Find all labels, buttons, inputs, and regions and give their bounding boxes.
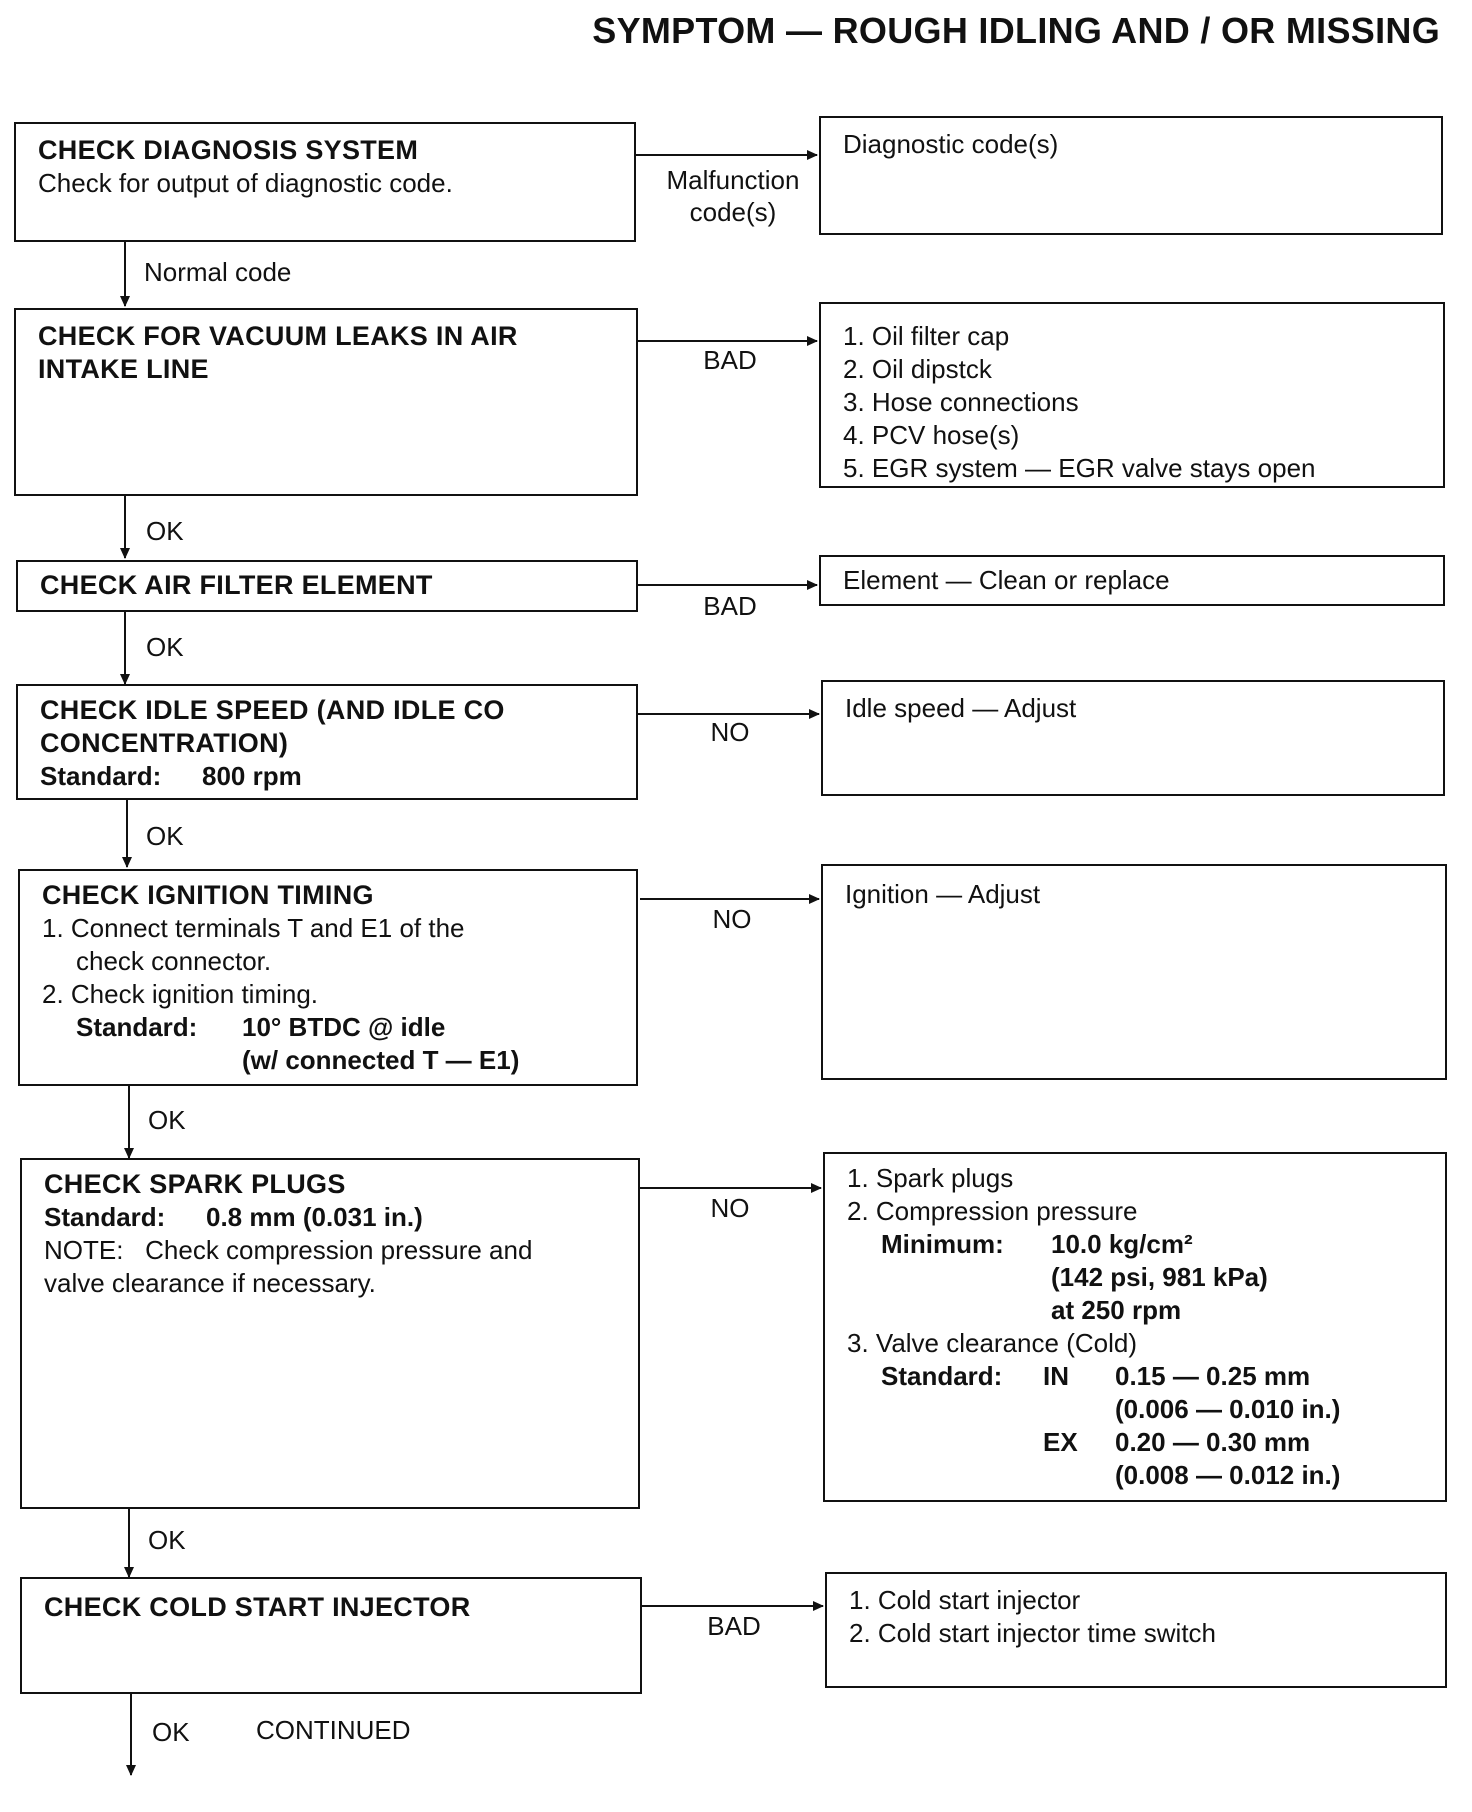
result-item: 1. Oil filter cap [843, 321, 1010, 351]
branch-label-no: NO [710, 1193, 750, 1223]
standard-row [40, 760, 614, 793]
result-item: 5. EGR system — EGR valve stays open [843, 453, 1316, 483]
standard-label: Standard: [40, 761, 162, 791]
result-cold-start-injector-parts [825, 1572, 1447, 1688]
minimum-value-line2: (142 psi, 981 kPa) [1051, 1262, 1268, 1292]
standard-label: Standard: [76, 1012, 198, 1042]
result-text: Idle speed — Adjust [845, 693, 1077, 723]
intake-value: 0.15 — 0.25 mm [1115, 1361, 1311, 1391]
step-heading: CHECK COLD START INJECTOR [44, 1592, 471, 1622]
step-heading: CHECK IGNITION TIMING [42, 880, 374, 910]
result-text: Ignition — Adjust [845, 879, 1041, 909]
flow-label-ok: OK [146, 821, 184, 851]
step-check-idle-speed [16, 684, 638, 800]
step-heading: CHECK DIAGNOSIS SYSTEM [38, 135, 419, 165]
result-item: 1. Spark plugs [847, 1163, 1014, 1193]
step-check-diagnosis-system [14, 122, 636, 242]
valve-ex-row [847, 1426, 1423, 1459]
step-heading: CHECK SPARK PLUGS [44, 1169, 346, 1199]
result-item: 2. Oil dipstck [843, 354, 992, 384]
exhaust-value: 0.20 — 0.30 mm [1115, 1427, 1311, 1457]
step-check-cold-start-injector [20, 1577, 642, 1694]
result-text: Diagnostic code(s) [843, 129, 1059, 159]
flow-label-ok: OK [146, 632, 184, 662]
step-check-ignition-timing [18, 869, 638, 1086]
result-idle-speed-adjust [821, 680, 1445, 796]
branch-label-malfunction [648, 164, 818, 228]
intake-value-line2: (0.006 — 0.010 in.) [1115, 1394, 1341, 1424]
standard-value: 800 rpm [202, 761, 302, 791]
result-item: 1. Cold start injector [849, 1585, 1081, 1615]
step-note: NOTE: Check compression pressure and [44, 1235, 533, 1265]
step-check-air-filter [16, 560, 638, 612]
step-check-spark-plugs [20, 1158, 640, 1509]
standard-row [42, 1011, 614, 1044]
malfunction-label-line2: code(s) [689, 197, 777, 227]
step-check-vacuum-leaks [14, 308, 638, 496]
step-item: 1. Connect terminals T and E1 of the [42, 913, 465, 943]
minimum-value-line3: at 250 rpm [1051, 1295, 1182, 1325]
result-spark-plug-checks [823, 1152, 1447, 1502]
branch-label-no: NO [712, 904, 752, 934]
branch-label-no: NO [710, 717, 750, 747]
step-heading-line2: CONCENTRATION) [40, 728, 289, 758]
step-item: check connector. [76, 946, 272, 976]
valve-in-row [847, 1360, 1423, 1393]
flow-label-ok: OK [152, 1717, 190, 1747]
result-vacuum-leak-points [819, 302, 1445, 488]
exhaust-value-line2: (0.008 — 0.012 in.) [1115, 1460, 1341, 1490]
step-heading-line1: CHECK FOR VACUUM LEAKS IN AIR [38, 321, 518, 351]
flow-label-ok: OK [148, 1525, 186, 1555]
step-heading: CHECK AIR FILTER ELEMENT [40, 570, 433, 600]
result-item: 4. PCV hose(s) [843, 420, 1020, 450]
standard-value: 10° BTDC @ idle [242, 1012, 446, 1042]
flow-label-ok: OK [148, 1105, 186, 1135]
step-heading-line1: CHECK IDLE SPEED (AND IDLE CO [40, 695, 505, 725]
standard-value: 0.8 mm (0.031 in.) [206, 1202, 423, 1232]
standard-label: Standard: [881, 1361, 1003, 1391]
standard-row [44, 1201, 616, 1234]
branch-label-bad: BAD [703, 591, 757, 621]
result-item: 3. Hose connections [843, 387, 1079, 417]
intake-label: IN [1043, 1361, 1069, 1391]
step-detail: Check for output of diagnostic code. [38, 168, 453, 198]
minimum-row [847, 1228, 1423, 1261]
standard-value-line2: (w/ connected T — E1) [242, 1045, 520, 1075]
branch-label-bad: BAD [707, 1611, 761, 1641]
exhaust-label: EX [1043, 1427, 1078, 1457]
flow-label-continued: CONTINUED [256, 1715, 411, 1745]
standard-label: Standard: [44, 1202, 166, 1232]
result-item: 2. Compression pressure [847, 1196, 1138, 1226]
step-item: 2. Check ignition timing. [42, 979, 319, 1009]
step-heading-line2: INTAKE LINE [38, 354, 209, 384]
result-text: Element — Clean or replace [843, 565, 1170, 595]
result-element-clean-replace [819, 555, 1445, 606]
branch-label-bad: BAD [703, 345, 757, 375]
malfunction-label-line1: Malfunction [666, 165, 800, 195]
result-ignition-adjust [821, 864, 1447, 1080]
page-title: SYMPTOM — ROUGH IDLING AND / OR MISSING [592, 10, 1440, 51]
result-item: 3. Valve clearance (Cold) [847, 1328, 1137, 1358]
result-item: 2. Cold start injector time switch [849, 1618, 1217, 1648]
result-diagnostic-codes [819, 116, 1443, 235]
flow-label-ok: OK [146, 516, 184, 546]
flow-label-normal-code: Normal code [144, 257, 292, 287]
minimum-value: 10.0 kg/cm² [1051, 1229, 1193, 1259]
minimum-label: Minimum: [881, 1229, 1004, 1259]
step-note: valve clearance if necessary. [44, 1268, 376, 1298]
